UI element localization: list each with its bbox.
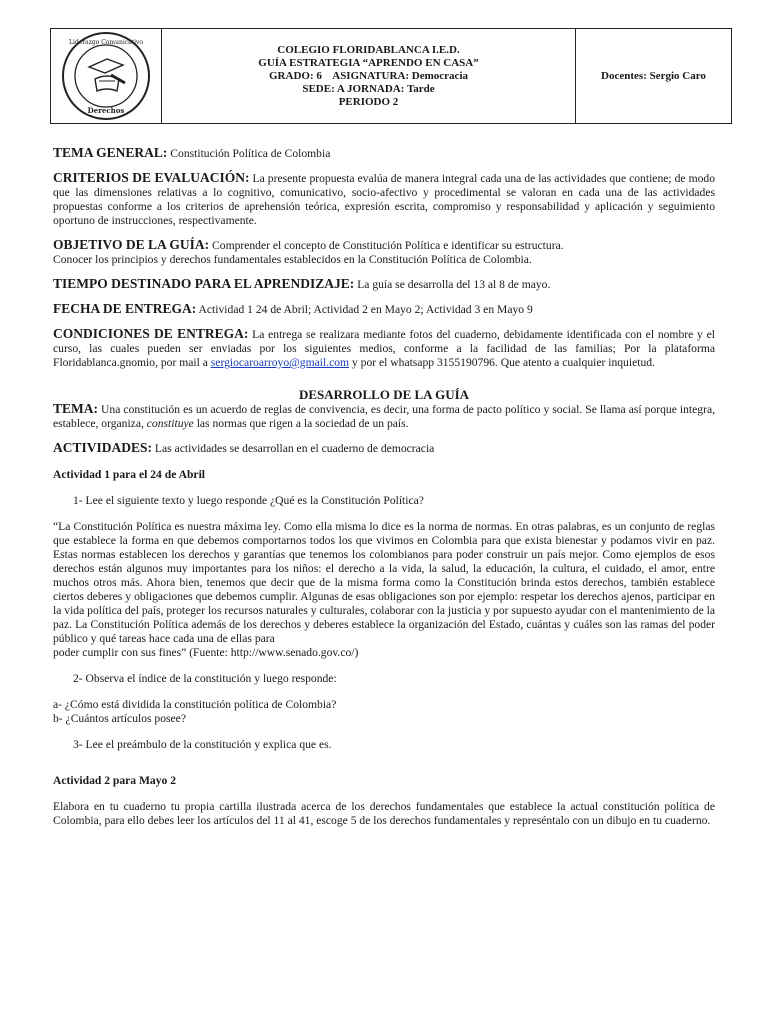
question-1: 1- Lee el siguiente texto y luego responde ¿Qué es la Constitución Política? — [73, 494, 424, 507]
teacher-cell — [576, 29, 731, 123]
svg-text:Derechos: Derechos — [87, 106, 125, 115]
actividad-2-text: Elabora en tu cuaderno tu propia cartilla ilustrada acerca de los derechos fundamentales que establece la actual constitución política de Colombia, para ello debes leer los artículos del 11 al 41, escoge 5 de los derechos fundamentales y represéntalo con un dibujo en tu cuaderno. — [53, 800, 715, 827]
svg-text:Liderazgo Comunicativo: Liderazgo Comunicativo — [68, 39, 144, 46]
tema-general: TEMA GENERAL: Constitución Política de Colombia — [53, 145, 331, 160]
tiempo-destinado: TIEMPO DESTINADO PARA EL APRENDIZAJE: La guía se desarrolla del 13 al 8 de mayo. — [53, 276, 551, 291]
document-body — [53, 146, 715, 828]
email-link[interactable]: sergiocaroarroyo@gmail.com — [210, 356, 350, 369]
question-2a: a- ¿Cómo está dividida la constitución política de Colombia? — [53, 698, 337, 711]
objetivo-guia-2: Conocer los principios y derechos fundamentales establecidos en la Constitución Política de Colombia. — [53, 253, 532, 266]
header-info-cell — [162, 29, 576, 123]
question-2b: b- ¿Cuántos artículos posee? — [53, 712, 186, 725]
sede-line: SEDE: A JORNADA: Tarde — [302, 82, 435, 95]
actividades: ACTIVIDADES: Las actividades se desarrollan en el cuaderno de democracia — [53, 440, 435, 455]
actividad-1-title: Actividad 1 para el 24 de Abril — [53, 468, 206, 481]
header-table — [50, 28, 732, 124]
question-3: 3- Lee el preámbulo de la constitución y explica que es. — [73, 738, 332, 751]
condiciones-entrega: CONDICIONES DE ENTREGA: La entrega se realizara mediante fotos del cuaderno, debidamente identificada con el nombre y el curso, las cuales pueden ser enviadas por los siguientes medios, conforme a la facilidad de las familias; Por la plataforma Floridablanca.gnomio, por mail a sergiocaroarroyo@gmail.com y por el whatsapp 3155190796. Que atento a cualquier inquietud. — [53, 326, 716, 369]
tema-definicion: TEMA: Una constitución es un acuerdo de reglas de convivencia, es decir, una forma de pacto político y social. Se llama así porque integra, establece, organiza, constituye las normas que rigen a la sociedad de un país. — [53, 401, 715, 430]
constitution-quote-end: poder cumplir con sus fines” (Fuente: http://www.senado.gov.co/) — [53, 646, 359, 659]
criterios-evaluacion: CRITERIOS DE EVALUACIÓN: La presente propuesta evalúa de manera integral cada una de las actividades que contiene; de modo que las dimensiones relativas a lo cognitivo, comunicativo, socio-afectivo y procedimental se valoran en cada una de las actividades propuestas conforme a los criterios de aprehensión teórica, expresión escrita, compromiso y responsabilidad y aplicación y seguimiento oportuno de instrucciones, respectivamente. — [53, 170, 715, 227]
school-name: COLEGIO FLORIDABLANCA I.E.D. — [277, 43, 460, 56]
constitution-quote: “La Constitución Política es nuestra máxima ley. Como ella misma lo dice es la norma de normas. En otras palabras, es un conjunto de reglas que establece la forma en que debemos comportarnos todos los que vivimos en Colombia para que exista bienestar y podamos vivir en paz. Estas normas establecen los derechos y garantías que tenemos los colombianos para poder construir un país mejor. Como ejemplos de esos derechos están algunos muy importantes para los niños: el derecho a la vida, la salud, la educación, la cultura, el cuidado, el amor, entre muchos otros más. Ahora bien, tenemos que decir que de la misma forma como la Constitución brinda estos derechos, también establece ciertos deberes y obligaciones que debemos cumplir. Algunas de esas obligaciones son por ejemplo: respetar los derechos ajenos, participar en la vida política del país, proteger los recursos naturales y culturales, colaborar con la justicia y por supuesto ayudar con el mantenimiento de la paz. La Constitución Política además de los derechos y deberes establece la organización del Estado, cuántas y cuáles son las ramas del poder público y qué tareas hace cada una de ellas para — [53, 520, 715, 645]
teacher-name: Docentes: Sergio Caro — [601, 70, 706, 82]
objetivo-guia: OBJETIVO DE LA GUÍA: Comprender el concepto de Constitución Política e identificar su estructura. — [53, 237, 564, 252]
fecha-entrega: FECHA DE ENTREGA: Actividad 1 24 de Abril; Actividad 2 en Mayo 2; Actividad 3 en Mayo 9 — [53, 301, 533, 316]
grade-line: GRADO: 6 ASIGNATURA: Democracia — [269, 69, 468, 82]
strategy-title: GUÍA ESTRATEGIA “APRENDO EN CASA” — [258, 56, 479, 69]
actividad-2-title: Actividad 2 para Mayo 2 — [53, 774, 177, 787]
logo-cell — [51, 29, 162, 123]
desarrollo-title: DESARROLLO DE LA GUÍA — [298, 387, 470, 402]
period-line: PERIODO 2 — [338, 95, 399, 108]
school-seal-icon — [59, 31, 153, 121]
question-2: 2- Observa el índice de la constitución y luego responde: — [73, 672, 337, 685]
